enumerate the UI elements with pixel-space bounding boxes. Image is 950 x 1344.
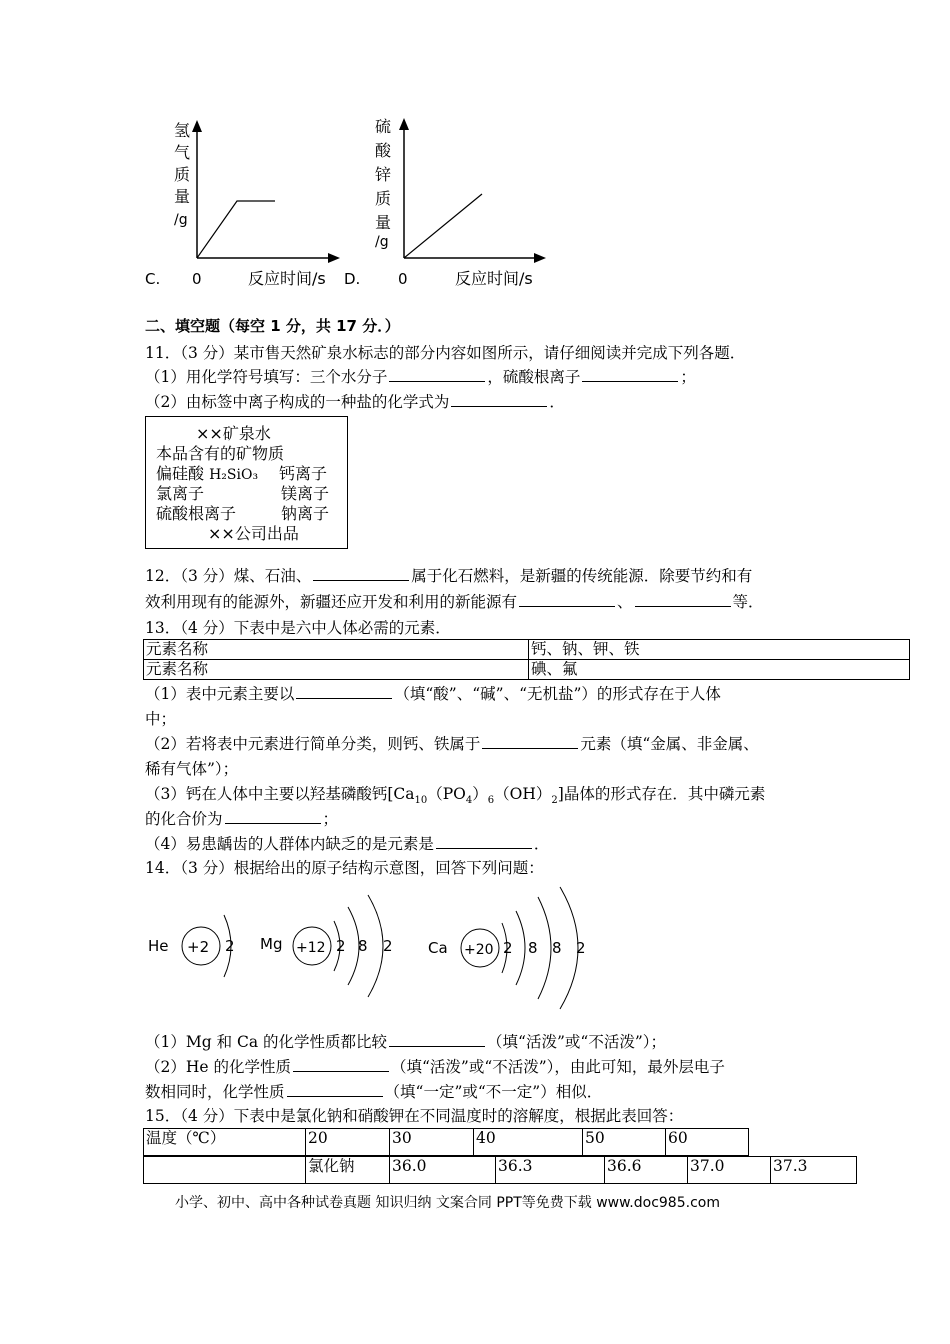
- q13-p3sub3: 6: [487, 795, 495, 807]
- answer-blank[interactable]: [519, 592, 615, 607]
- shell-electrons: 2: [503, 939, 513, 957]
- answer-blank[interactable]: [451, 392, 547, 407]
- table-cell: 50: [583, 1129, 666, 1156]
- q13-part1-cont: 中；: [145, 710, 177, 728]
- answer-blank[interactable]: [225, 809, 321, 824]
- label-line1: 本品含有的矿物质: [156, 444, 285, 463]
- q14-part2-cont: [145, 1081, 602, 1103]
- graph-c-ylabel-4: 量: [174, 187, 191, 206]
- q12-text-e: 等．: [732, 593, 764, 611]
- table-cell: 碘、氟: [529, 660, 910, 680]
- q13-p4b: ．: [533, 835, 550, 853]
- q12-line1: [145, 565, 752, 587]
- q13-p3b: （PO: [427, 785, 466, 803]
- graph-c-option: C.: [145, 270, 161, 288]
- table-cell: 钙、钠、钾、铁: [529, 640, 910, 660]
- q14-p2a: （2）He 的化学性质: [145, 1058, 291, 1076]
- graph-d-ylabel-1: 硫: [375, 117, 392, 136]
- graph-d-curve: [404, 194, 482, 258]
- table-cell: 36.6: [605, 1157, 688, 1184]
- q14-p1a: （1）Mg 和 Ca 的化学性质都比较: [145, 1033, 388, 1051]
- table-cell: 36.0: [390, 1157, 496, 1184]
- table-cell: 元素名称: [144, 640, 529, 660]
- graph-c-curve: [197, 201, 275, 258]
- answer-blank[interactable]: [293, 1057, 389, 1072]
- atom-he: [148, 915, 235, 977]
- graph-d-ylabel-3: 锌: [375, 165, 392, 184]
- q12-text-d: 、: [617, 593, 633, 611]
- q11-part1-text-c: ；: [680, 368, 696, 386]
- q11-stem: 11．（3 分）某市售天然矿泉水标志的部分内容如图所示，请仔细阅读并完成下列各题．: [145, 344, 746, 362]
- graph-d-yunit: /g: [375, 234, 389, 250]
- atom-nucleus: +2: [187, 938, 210, 956]
- table-row: [144, 1129, 749, 1156]
- graph-c-xlabel: 反应时间/s: [248, 269, 326, 288]
- q13-stem: 13．（4 分）下表中是六中人体必需的元素．: [145, 619, 451, 637]
- shell-electrons: 2: [336, 937, 346, 955]
- label-line4-b: 钠离子: [281, 504, 330, 523]
- atom-diagrams: [140, 885, 600, 1010]
- q12-line2: [145, 591, 764, 613]
- table-cell: 温度（℃）: [144, 1129, 306, 1156]
- answer-blank[interactable]: [287, 1082, 383, 1097]
- table-cell: 氯化钠: [306, 1157, 390, 1184]
- atom-mg: [260, 895, 393, 997]
- answer-blank[interactable]: [389, 367, 485, 382]
- graph-c: [140, 112, 340, 292]
- answer-blank[interactable]: [436, 834, 532, 849]
- q13-p4a: （4）易患龋齿的人群体内缺乏的是元素是: [145, 835, 434, 853]
- table-row: [144, 1157, 857, 1184]
- label-l2a: 偏硅酸: [156, 464, 210, 483]
- atom-nucleus: +20: [464, 942, 494, 958]
- q12-text-a: 12．（3 分）煤、石油、: [145, 567, 312, 585]
- table-row: [144, 660, 910, 680]
- q11-part2-text-a: （2）由标签中离子构成的一种盐的化学式为: [145, 393, 450, 411]
- solubility-table-row2: [143, 1156, 857, 1184]
- graph-c-origin: 0: [192, 270, 202, 288]
- label-line3-a: 氯离子: [156, 484, 205, 503]
- q11-part2-text-b: ．: [549, 393, 565, 411]
- table-cell: 37.3: [771, 1157, 857, 1184]
- q13-p3sub4: 2: [551, 795, 558, 807]
- q15-stem: 15．（4 分）下表中是氯化钠和硝酸钾在不同温度时的溶解度，根据此表回答：: [145, 1107, 684, 1125]
- q13-p3e: ]晶体的形式存在．其中磷元素: [557, 785, 766, 803]
- graph-c-ylabel-2: 气: [174, 143, 191, 162]
- q14-p2d: （填“一定”或“不一定”）相似．: [384, 1083, 603, 1101]
- q14-p2c: 数相同时，化学性质: [145, 1083, 285, 1101]
- table-row: [144, 640, 910, 660]
- graph-d-option: D.: [344, 270, 361, 288]
- shell-electrons: 2: [383, 937, 393, 955]
- q13-p2a: （2）若将表中元素进行简单分类，则钙、铁属于: [145, 735, 481, 753]
- atom-symbol: He: [148, 937, 169, 955]
- q13-p1a: （1）表中元素主要以: [145, 685, 295, 703]
- atom-symbol: Mg: [260, 935, 283, 953]
- q11-part1: [145, 366, 696, 388]
- answer-blank[interactable]: [296, 684, 392, 699]
- q13-part2-cont: 稀有气体”）；: [145, 760, 239, 778]
- table-cell: 元素名称: [144, 660, 529, 680]
- table-cell: 40: [474, 1129, 583, 1156]
- q14-p1b: （填“活泼”或“不活泼”）；: [487, 1033, 666, 1051]
- graph-c-yunit: /g: [174, 212, 188, 228]
- q13-p1b: （填“酸”、“碱”、“无机盐”）的形式存在于人体: [394, 685, 721, 703]
- table-cell: [144, 1157, 306, 1184]
- q12-text-b: 属于化石燃料，是新疆的传统能源．除要节约和有: [411, 567, 753, 585]
- shell-electrons: 8: [358, 937, 368, 955]
- shell-electrons: 2: [576, 939, 586, 957]
- shell-electrons: 8: [528, 939, 538, 957]
- q14-stem: 14．（3 分）根据给出的原子结构示意图，回答下列问题：: [145, 859, 544, 877]
- q13-part4: [145, 833, 549, 855]
- element-table: [143, 639, 910, 680]
- atom-symbol: Ca: [428, 939, 448, 957]
- solubility-table-row1: [143, 1128, 749, 1156]
- table-cell: 37.0: [688, 1157, 771, 1184]
- page-footer: 小学、初中、高中各种试卷真题 知识归纳 文案合同 PPT等免费下载 www.doc985.com: [175, 1195, 720, 1211]
- label-line3-b: 镁离子: [281, 484, 330, 503]
- shell-electrons: 2: [225, 937, 235, 955]
- table-cell: 20: [306, 1129, 390, 1156]
- q14-part2: [145, 1056, 725, 1078]
- answer-blank[interactable]: [635, 592, 731, 607]
- q13-p3c: ）: [472, 785, 488, 803]
- mineral-water-label: [145, 416, 348, 549]
- q13-p3sub1: 10: [414, 795, 428, 807]
- atom-nucleus: +12: [296, 940, 326, 956]
- q13-p3f: 的化合价为: [145, 810, 223, 828]
- q13-p3sub2: 4: [465, 795, 473, 807]
- label-title: ××矿泉水: [196, 424, 271, 443]
- graph-d-ylabel-2: 酸: [375, 141, 392, 160]
- q13-part1: [145, 683, 721, 705]
- label-line4-a: 硫酸根离子: [156, 504, 237, 523]
- graph-d-xlabel: 反应时间/s: [455, 269, 533, 288]
- graph-d: [340, 112, 550, 292]
- q11-part2: [145, 391, 565, 413]
- answer-blank[interactable]: [313, 566, 409, 581]
- graph-d-ylabel-4: 质: [375, 189, 392, 208]
- graph-c-ylabel-3: 质: [174, 165, 191, 184]
- answer-blank[interactable]: [389, 1032, 485, 1047]
- section-heading: 二、填空题（每空 1 分，共 17 分．）: [145, 317, 400, 335]
- table-cell: 30: [390, 1129, 474, 1156]
- q13-p3d: （OH）: [494, 785, 552, 803]
- q13-part3-cont: [145, 808, 338, 830]
- q13-p2b: 元素（填“金属、非金属、: [580, 735, 759, 753]
- table-cell: 60: [666, 1129, 749, 1156]
- label-line2-b: 钙离子: [279, 464, 328, 483]
- q13-p3g: ；: [322, 810, 339, 828]
- q13-p3a: （3）钙在人体中主要以羟基磷酸钙[Ca: [145, 785, 415, 803]
- q11-part1-text-b: ，硫酸根离子: [487, 368, 581, 386]
- q14-p2b: （填“活泼”或“不活泼”），由此可知，最外层电子: [390, 1058, 725, 1076]
- answer-blank[interactable]: [482, 734, 578, 749]
- table-cell: 36.3: [496, 1157, 605, 1184]
- q13-part2: [145, 733, 759, 755]
- shell-electrons: 8: [552, 939, 562, 957]
- label-l2formula: H₂SiO₃: [209, 467, 259, 483]
- graph-d-origin: 0: [398, 270, 408, 288]
- graph-d-ylabel-5: 量: [375, 213, 392, 232]
- graph-c-ylabel-1: 氢: [174, 121, 191, 140]
- answer-blank[interactable]: [582, 367, 678, 382]
- label-footer: ××公司出品: [208, 524, 299, 543]
- q14-part1: [145, 1031, 666, 1053]
- q12-text-c: 效利用现有的能源外，新疆还应开发和利用的新能源有: [145, 593, 518, 611]
- atom-ca: [428, 887, 586, 1009]
- q11-part1-text-a: （1）用化学符号填写：三个水分子: [145, 368, 388, 386]
